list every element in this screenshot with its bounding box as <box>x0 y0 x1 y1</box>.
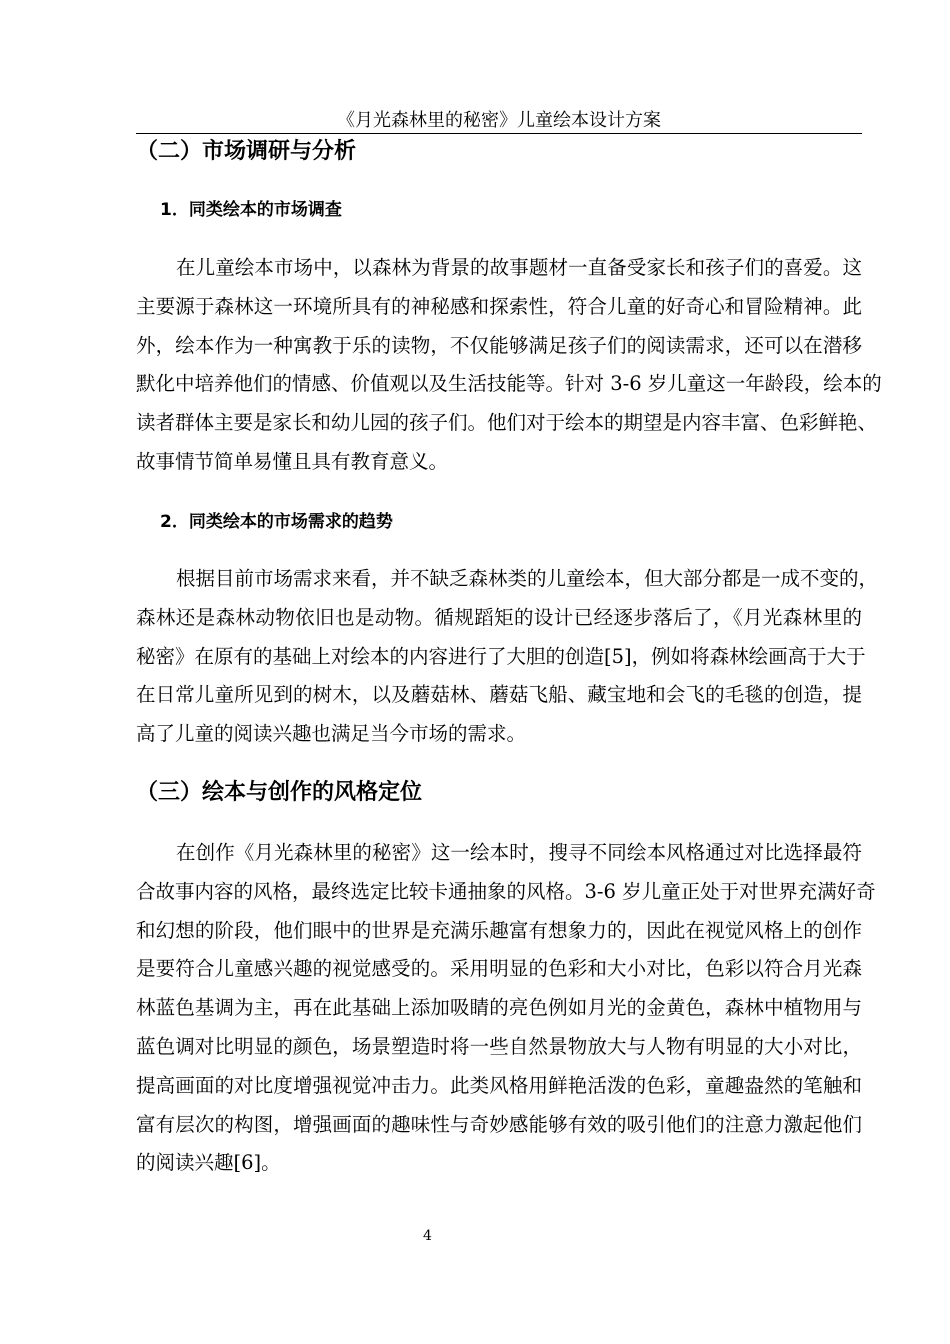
paragraph-line: 根据目前市场需求来看，并不缺乏森林类的儿童绘本，但大部分都是一成不变的， <box>176 567 879 590</box>
paragraph-market-trend <box>136 560 879 754</box>
paragraph-line: 读者群体主要是家长和幼儿园的孩子们。他们对于绘本的期望是内容丰富、色彩鲜艳、 <box>136 411 878 435</box>
page-number: 4 <box>423 1228 432 1244</box>
subsection-heading-market-trend: 2．同类绘本的市场需求的趋势 <box>160 512 393 532</box>
paragraph-line: 外，绘本作为一种寓教于乐的读物，不仅能够满足孩子们的阅读需求，还可以在潜移 <box>136 333 862 357</box>
paragraph-line: 在创作《月光森林里的秘密》这一绘本时，搜寻不同绘本风格通过对比选择最符 <box>176 841 862 864</box>
paragraph-line: 秘密》在原有的基础上对绘本的内容进行了大胆的创造[5]，例如将森林绘画高于大于 <box>136 644 866 668</box>
running-header: 《月光森林里的秘密》儿童绘本设计方案 <box>337 110 661 131</box>
paragraph-style-positioning <box>136 834 876 1183</box>
paragraph-line: 的阅读兴趣[6]。 <box>136 1151 281 1175</box>
paragraph-line: 蓝色调对比明显的颜色，场景塑造时将一些自然景物放大与人物有明显的大小对比， <box>136 1034 862 1058</box>
paragraph-line: 林蓝色基调为主，再在此基础上添加吸睛的亮色例如月光的金黄色，森林中植物用与 <box>136 996 862 1020</box>
paragraph-line: 高了儿童的阅读兴趣也满足当今市场的需求。 <box>136 722 527 746</box>
paragraph-line: 在儿童绘本市场中，以森林为背景的故事题材一直备受家长和孩子们的喜爱。这 <box>176 256 862 279</box>
paragraph-line: 森林还是森林动物依旧也是动物。循规蹈矩的设计已经逐步落后了，《月光森林里的 <box>136 605 862 629</box>
paragraph-line: 合故事内容的风格，最终选定比较卡通抽象的风格。3-6 岁儿童正处于对世界充满好奇 <box>136 879 876 903</box>
paragraph-market-survey <box>136 249 882 482</box>
paragraph-line: 是要符合儿童感兴趣的视觉感受的。采用明显的色彩和大小对比，色彩以符合月光森 <box>136 957 862 981</box>
section-heading-style-positioning: （三）绘本与创作的风格定位 <box>136 780 423 805</box>
header-rule <box>136 133 862 134</box>
subsection-heading-market-survey: 1．同类绘本的市场调查 <box>160 200 342 220</box>
paragraph-line: 故事情节简单易懂且具有教育意义。 <box>136 449 449 473</box>
paragraph-line: 提高画面的对比度增强视觉冲击力。此类风格用鲜艳活泼的色彩，童趣盎然的笔触和 <box>136 1073 862 1097</box>
paragraph-line: 富有层次的构图，增强画面的趣味性与奇妙感能够有效的吸引他们的注意力激起他们 <box>136 1112 862 1136</box>
paragraph-line: 主要源于森林这一环境所具有的神秘感和探索性，符合儿童的好奇心和冒险精神。此 <box>136 294 862 318</box>
paragraph-line: 和幻想的阶段，他们眼中的世界是充满乐趣富有想象力的，因此在视觉风格上的创作 <box>136 918 862 942</box>
paragraph-line: 默化中培养他们的情感、价值观以及生活技能等。针对 3-6 岁儿童这一年龄段，绘本的 <box>136 372 882 396</box>
paragraph-line: 在日常儿童所见到的树木，以及蘑菇林、蘑菇飞船、藏宝地和会飞的毛毯的创造，提 <box>136 683 862 707</box>
section-heading-market-research: （二）市场调研与分析 <box>136 139 357 164</box>
